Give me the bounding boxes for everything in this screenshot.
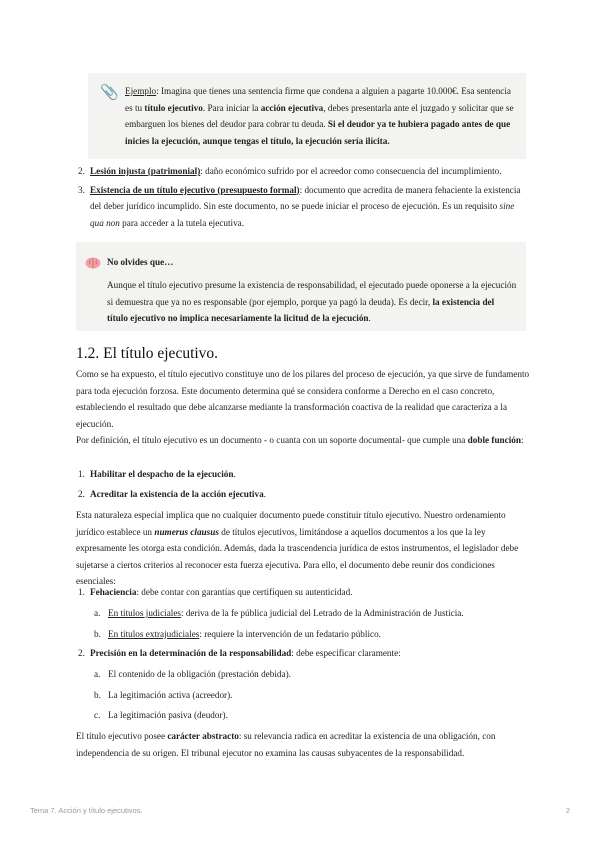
- example-text: Ejemplo: Imagina que tienes una sentencia firme que condena a alguien a pagarte 10.000€. Esa sentencia es tu título ejecutivo. Para iniciar la acción ejecutiva, debes presentarla ante el juzgado y solicitar que se embarguen los bienes del deudor para cobrar tu deuda. Si el deudor ya te hubiera pagado antes de que inicies la ejecución, aunque tengas el título, la ejecución sería ilícita.: [125, 86, 514, 146]
- authenticity-sublist: [94, 605, 524, 642]
- paragraph: El título ejecutivo posee carácter abstracto: su relevancia radica en acreditar la existencia de una obligación, con independencia de su origen. El tribunal ejecutor no examina las causas subyacentes de la responsabilidad.: [76, 731, 496, 758]
- precision-sublist: [94, 666, 524, 724]
- requirements-list: [78, 163, 530, 231]
- list-item: b. La legitimación activa (acreedor).: [94, 689, 233, 700]
- paragraph: Como se ha expuesto, el título ejecutivo constituye uno de los pilares del proceso de ejecución, ya que sirve de fundamento para toda ejecución forzosa. Este documento determina qué se considera conforme a Derecho en el caso concreto, estableciendo el resultado que debe alcanzarse mediante la transformación coactiva de la realidad que caracteriza a la ejecución.: [76, 369, 530, 429]
- functions-list: [78, 466, 530, 502]
- brain-icon: [85, 257, 101, 269]
- paragraph: Por definición, el título ejecutivo es un documento - o cuanta con un soporte documental- que cumple una doble función:: [76, 435, 524, 445]
- footer-title: Tema 7. Acción y título ejecutivos.: [30, 806, 143, 815]
- paperclip-icon: 📎: [100, 83, 119, 101]
- list-item: 1. Fehaciencia: debe contar con garantías que certifiquen su autenticidad.: [78, 587, 353, 597]
- list-item: c. La legitimación pasiva (deudor).: [94, 710, 228, 720]
- conditions-list: [78, 645, 530, 662]
- page-number: 2: [565, 806, 570, 815]
- list-item: 2. Acreditar la existencia de la acción ejecutiva.: [78, 488, 266, 499]
- list-item: a. El contenido de la obligación (prestación debida).: [94, 669, 291, 679]
- conditions-list: [78, 584, 530, 601]
- list-item: 3. Existencia de un título ejecutivo (presupuesto formal): documento que acredita de manera fehaciente la existencia del deber jurídico incumplido. Sin este documento, no se puede iniciar el proceso de ejecución. Es un requisito sine qua non para acceder a la tutela ejecutiva.: [78, 184, 521, 228]
- example-callout: [88, 73, 526, 159]
- reminder-callout: [76, 242, 526, 331]
- list-item: 1. Habilitar el despacho de la ejecución.: [78, 469, 236, 479]
- section-heading: 1.2. El título ejecutivo.: [76, 345, 219, 362]
- paragraph: Esta naturaleza especial implica que no cualquier documento puede constituir título ejecutivo. Nuestro ordenamiento jurídico establece un numerus clausus de títulos ejecutivos, limitándose a aquellos documentos a los que la ley expresamente les otorga esta condición. Además, dada la trascendencia jurídica de estos instrumentos, el legislador debe sujetarse a ciertos criterios al reconocer esta fuerza ejecutiva. Para ello, el documento debe reunir dos condiciones esenciales:: [76, 510, 519, 586]
- list-item: 2. Lesión injusta (patrimonial): daño económico sufrido por el acreedor como consecuencia del incumplimiento.: [78, 166, 502, 176]
- note-title: No olvides que…: [107, 257, 174, 267]
- list-item: b. En títulos extrajudiciales: requiere la intervención de un fedatario público.: [94, 628, 381, 639]
- list-item: 2. Precisión en la determinación de la responsabilidad: debe especificar claramente:: [78, 648, 401, 658]
- example-label: Ejemplo: [125, 86, 157, 96]
- note-text: Aunque el título ejecutivo presume la existencia de responsabilidad, el ejecutado puede oponerse a la ejecución si demuestra que ya no es responsable (por ejemplo, porque ya pagó la deuda). Es decir, la existencia del título ejecutivo no implica necesariamente la licitud de la ejecución.: [107, 280, 517, 323]
- list-item: a. En títulos judiciales: deriva de la fe pública judicial del Letrado de la Administración de Justicia.: [94, 608, 464, 618]
